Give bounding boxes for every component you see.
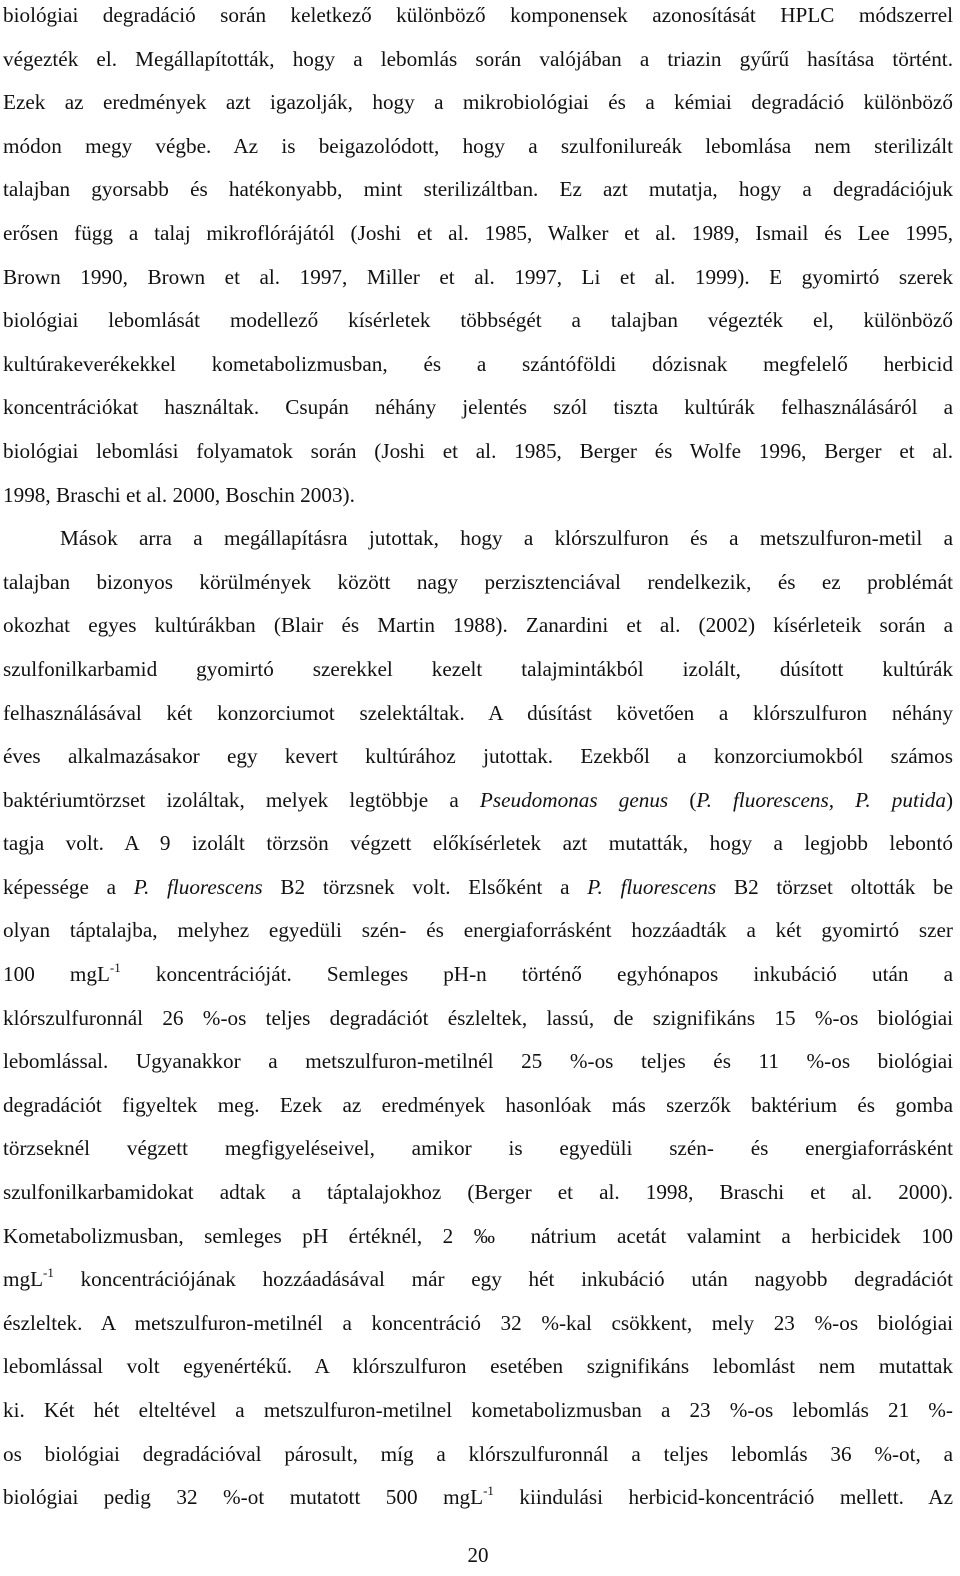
- text-line: degradációt figyeltek meg. Ezek az eredmények hasonlóak más szerzők baktérium és gomba: [3, 1092, 953, 1117]
- text-line: lebomlással. Ugyanakkor a metszulfuron-metilnél 25 %-os teljes és 11 %-os biológiai: [3, 1049, 953, 1074]
- text-line: os biológiai degradációval párosult, míg a klórszulfuronnál a teljes lebomlás 36 %-ot, a: [3, 1441, 953, 1466]
- text-line: éves alkalmazásakor egy kevert kultúrához jutottak. Ezekből a konzorciumokból számos: [3, 744, 953, 769]
- text-line: ki. Két hét elteltével a metszulfuron-metilnel kometabolizmusban a 23 %-os lebomlás 21 %-: [3, 1398, 953, 1422]
- text-line: klórszulfuronnál 26 %-os teljes degradációt észleltek, lassú, de szignifikáns 15 %-os biológiai: [3, 1005, 953, 1030]
- text-run: ): [945, 787, 954, 812]
- text-line: biológiai lebomlási folyamatok során (Joshi et al. 1985, Berger és Wolfe 1996, Berger et al.: [3, 438, 953, 463]
- superscript: -1: [43, 1265, 54, 1281]
- text-line: olyan táptalajba, melyhez egyedüli szén- és energiaforrásként hozzáadták a két gyomirtó szer: [3, 918, 953, 943]
- text-line: erősen függ a talaj mikroflórájától (Joshi et al. 1985, Walker et al. 1989, Ismail és Lee 1995,: [3, 220, 953, 245]
- text-run: kiindulási herbicid-koncentráció mellett. Az: [519, 1485, 953, 1510]
- text-run: koncentrációját. Semleges pH-n történő egyhónapos inkubáció után a: [155, 962, 953, 987]
- text-run: (: [689, 787, 697, 812]
- paragraph-1: [3, 0, 953, 517]
- text-line: talajban bizonyos körülmények között nagy perzisztenciával rendelkezik, és ez problémát: [3, 569, 953, 594]
- text-line: kultúrakeverékekkel kometabolizmusban, és a szántóföldi dózisnak megfelelő herbicid: [3, 351, 953, 376]
- text-line: biológiai degradáció során keletkező különböző komponensek azonosítását HPLC módszerrel: [3, 3, 953, 27]
- text-line: szulfonilkarbamidokat adtak a táptalajokhoz (Berger et al. 1998, Braschi et al. 2000).: [3, 1180, 953, 1205]
- text-line: végezték el. Megállapították, hogy a lebomlás során valójában a triazin gyűrű hasítása történt.: [3, 46, 953, 71]
- text-line: [3, 1258, 953, 1302]
- species-name: Pseudomonas genus: [479, 787, 669, 812]
- text-line: talajban gyorsabb és hatékonyabb, mint sterilizáltban. Ez azt mutatja, hogy a degradációjuk: [3, 177, 953, 202]
- text-line: [3, 953, 953, 997]
- text-line: felhasználásával két konzorciumot szelektáltak. A dúsítást követően a klórszulfuron néhány: [3, 700, 953, 725]
- text-run: baktériumtörzset izoláltak, melyek legtöbbje a: [3, 787, 459, 812]
- text-line: tagja volt. A 9 izolált törzsön végzett előkísérletek azt mutatták, hogy a legjobb lebontó: [3, 831, 953, 856]
- text-line: koncentrációkat használtak. Csupán néhány jelentés szól tiszta kultúrák felhasználásáról a: [3, 395, 953, 420]
- text-run: koncentrációjának hozzáadásával már egy hét inkubáció után nagyobb degradációt: [80, 1267, 953, 1292]
- text-line: lebomlással volt egyenértékű. A klórszulfuron esetében szignifikáns lebomlást nem mutattak: [3, 1354, 953, 1379]
- text-line: Kometabolizmusban, semleges pH értéknél, 2 ‰ nátrium acetát valamint a herbicidek 100: [3, 1223, 953, 1248]
- text-line: okozhat egyes kultúrákban (Blair és Martin 1988). Zanardini et al. (2002) kísérleteik során a: [3, 613, 953, 638]
- superscript: -1: [483, 1483, 494, 1499]
- body-text: [3, 0, 953, 1520]
- text-line: Mások arra a megállapításra jutottak, hogy a klórszulfuron és a metszulfuron-metil a: [60, 526, 953, 551]
- text-run: biológiai pedig 32 %-ot mutatott 500 mgL: [3, 1485, 484, 1510]
- text-line: módon megy végbe. Az is beigazolódott, hogy a szulfonilureák lebomlása nem sterilizált: [3, 133, 953, 158]
- text-line: [3, 1476, 953, 1520]
- text-run: képessége a: [3, 874, 117, 899]
- text-line: biológiai lebomlását modellező kísérletek többségét a talajban végezték el, különböző: [3, 308, 953, 333]
- text-line: szulfonilkarbamid gyomirtó szerekkel kezelt talajmintákból izolált, dúsított kultúrák: [3, 656, 953, 681]
- text-line: észleltek. A metszulfuron-metilnél a koncentráció 32 %-kal csökkent, mely 23 %-os biológiai: [3, 1310, 953, 1335]
- species-name: P. fluorescens, P. putida: [696, 787, 946, 812]
- text-line: Ezek az eredmények azt igazolják, hogy a mikrobiológiai és a kémiai degradáció különböző: [3, 90, 953, 115]
- text-line: [3, 866, 953, 910]
- text-run: B2 törzsnek volt. Elsőként a: [280, 874, 570, 899]
- text-run: B2 törzset oltották be: [733, 874, 954, 899]
- species-name: P. fluorescens: [587, 874, 717, 899]
- text-line: 1998, Braschi et al. 2000, Boschin 2003).: [3, 482, 355, 507]
- paragraph-2: [3, 517, 953, 1520]
- superscript: -1: [109, 960, 121, 976]
- text-run: 100 mgL: [3, 962, 110, 987]
- text-line: törzseknél végzett megfigyeléseivel, amikor is egyedüli szén- és energiaforrásként: [3, 1136, 953, 1161]
- text-line: [3, 779, 953, 823]
- page-number: 20: [467, 1543, 489, 1567]
- species-name: P. fluorescens: [133, 874, 263, 899]
- text-run: mgL: [3, 1267, 44, 1292]
- text-line: Brown 1990, Brown et al. 1997, Miller et al. 1997, Li et al. 1999). E gyomirtó szerek: [3, 264, 953, 289]
